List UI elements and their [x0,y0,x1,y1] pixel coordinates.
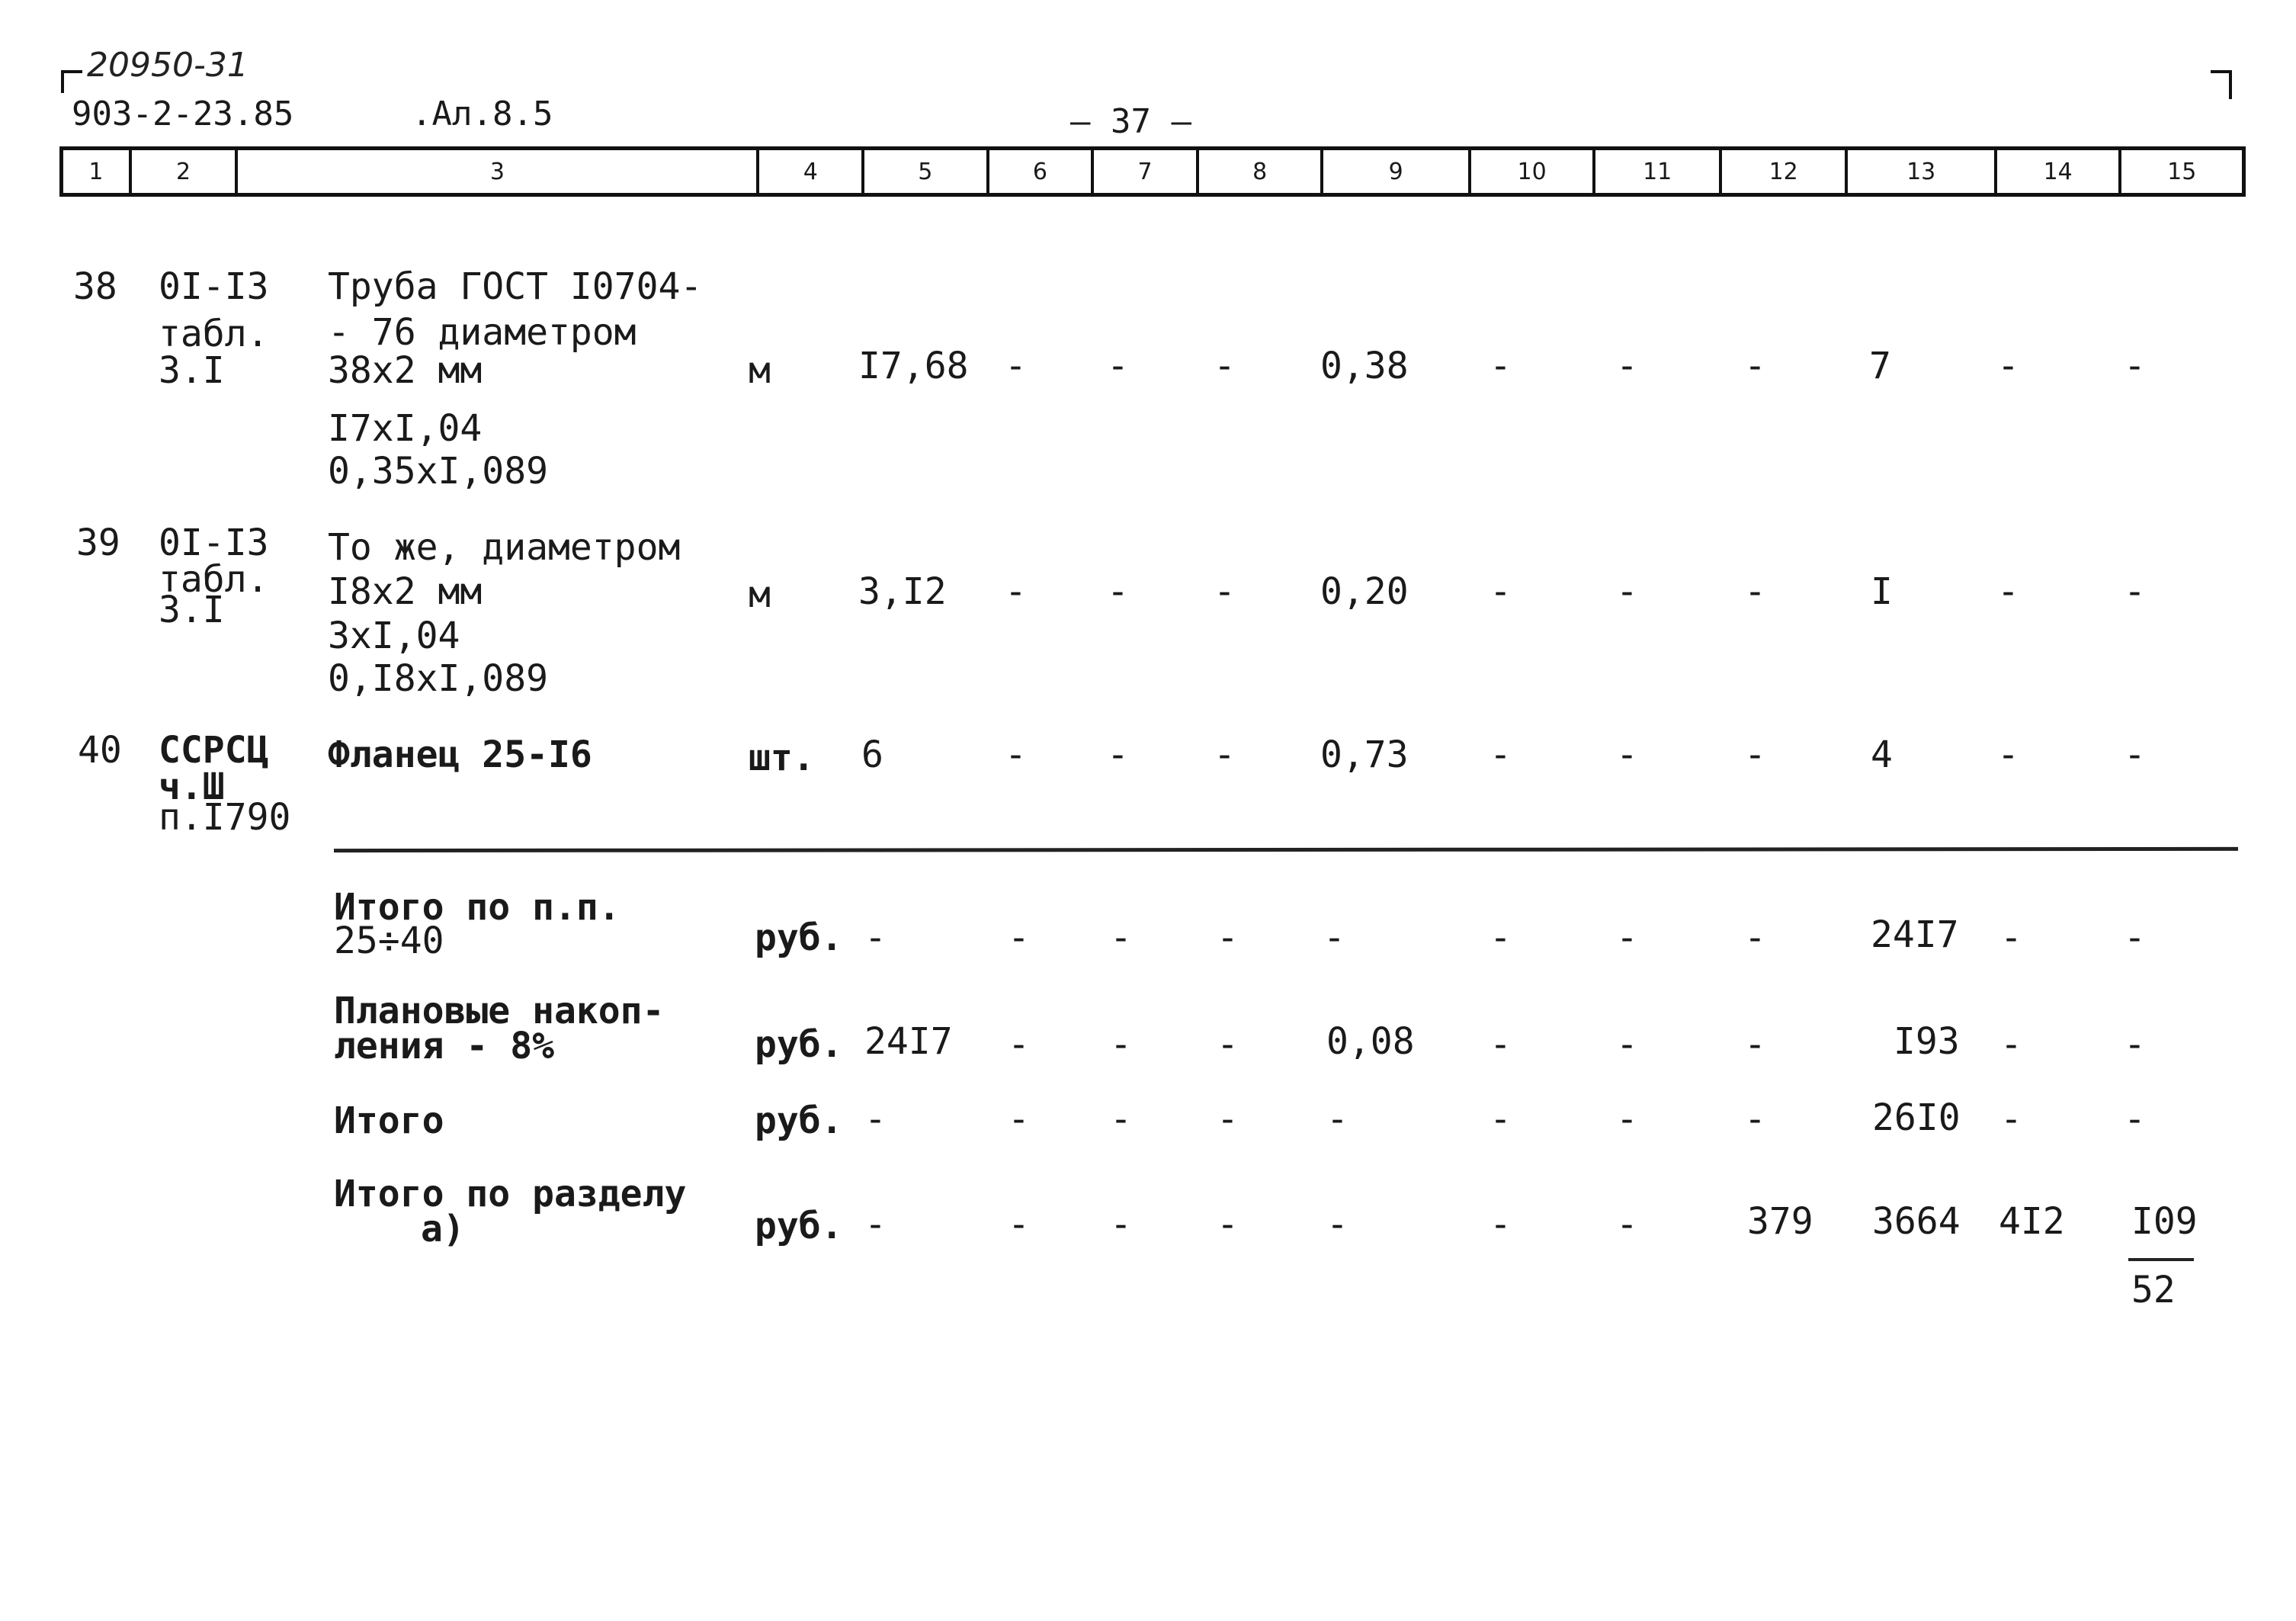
cell-col8: - [1214,570,1236,613]
cell-col14: - [2000,1098,2022,1141]
total-label: Итого по разделу [334,1173,687,1215]
row-number: 40 [78,729,122,772]
cell-col10: - [1490,916,1512,959]
column-number: 11 [1595,150,1722,193]
total-label: ления - 8% [334,1025,554,1067]
totals-separator-line [334,847,2238,852]
cell-col15: - [2124,570,2146,613]
row-description: 38х2 мм [328,349,483,392]
row-code: 3.I [159,589,225,631]
handwritten-doc-id: 20950-31 [87,46,249,85]
row-code: п.I790 [159,796,291,839]
cell-col9: - [1326,1203,1348,1246]
project-code: 903-2-23.85 [72,95,294,133]
column-number: 10 [1471,150,1596,193]
total-label: Итого [334,1099,444,1142]
cell-col8: - [1217,916,1239,959]
cell-col7: - [1110,1098,1132,1141]
cell-col15: - [2124,733,2146,776]
row-code: 0I-I3 [159,522,269,564]
cell-col9: - [1326,1098,1348,1141]
cell-col15-numerator: I09 [2131,1200,2198,1243]
column-number: 13 [1848,150,1996,193]
cell-col8: - [1217,1023,1239,1066]
cell-col13: 4 [1871,733,1893,776]
cell-col5: 6 [861,733,883,776]
cell-col8: - [1217,1203,1239,1246]
cell-col7: - [1110,1023,1132,1066]
page-number: — 37 — [1070,102,1191,141]
row-calculation: I7хI,04 [328,407,483,450]
cell-col7: - [1107,733,1129,776]
cell-unit: м [749,349,771,392]
row-calculation: 0,35хI,089 [328,450,548,493]
cell-col13: 24I7 [1871,913,1959,956]
total-label: Итого по п.п. [334,886,620,929]
cell-col13: 7 [1869,345,1891,387]
row-description: I8х2 мм [328,570,483,613]
cell-col10: - [1490,1023,1512,1066]
cell-col5: 3,I2 [858,570,947,613]
cell-col14: - [2000,1023,2022,1066]
cell-col11: - [1616,1203,1638,1246]
cell-col15-denominator: 52 [2131,1269,2176,1311]
row-description: 3хI,04 [328,615,460,657]
cell-col12: - [1744,1098,1766,1141]
row-description: То же, диаметром [328,526,681,569]
sheet-reference: .Ал.8.5 [412,95,553,133]
row-code: табл. [159,558,269,601]
cell-col11: - [1616,570,1638,613]
cell-col7: - [1110,1203,1132,1246]
column-number: 7 [1094,150,1199,193]
cell-col11: - [1616,345,1638,387]
cell-col6: - [1005,570,1027,613]
row-description: Труба ГОСТ I0704- [328,265,703,308]
total-label: Плановые накоп- [334,990,665,1032]
cell-col5: - [864,1203,887,1246]
cell-col5: - [864,916,887,959]
column-number: 3 [238,150,759,193]
cell-col6: - [1005,733,1027,776]
cell-col14: - [1997,570,2019,613]
row-code: ССРСЦ [159,729,269,772]
cell-col13: I93 [1894,1020,1960,1063]
column-number: 15 [2167,158,2197,185]
column-number: 6 [989,150,1095,193]
cell-col9: 0,20 [1320,570,1409,613]
corner-mark-top-right [2211,70,2232,99]
cell-col11: - [1616,1098,1638,1141]
cell-col12: - [1744,1023,1766,1066]
cell-col11: - [1616,916,1638,959]
fraction-line [2128,1258,2194,1261]
cell-col7: - [1107,345,1129,387]
cell-col7: - [1107,570,1129,613]
column-number: 8 [1199,150,1324,193]
row-code: табл. [159,313,269,355]
column-number: 4 [759,150,864,193]
cell-col5: 24I7 [864,1020,953,1063]
cell-unit: руб. [755,1099,843,1142]
row-code: ч.Ш [159,766,225,808]
corner-mark-top-left [61,70,82,93]
cell-col14: 4I2 [1999,1200,2065,1243]
cell-col6: - [1008,1098,1030,1141]
cell-col8: - [1214,733,1236,776]
cell-unit: руб. [755,916,843,959]
cell-col8: - [1214,345,1236,387]
cell-unit: руб. [755,1205,843,1247]
cell-col6: - [1008,1203,1030,1246]
cell-unit: руб. [755,1023,843,1066]
total-label: а) [421,1208,465,1250]
row-description: 0,I8хI,089 [328,657,548,700]
cell-col12: - [1744,345,1766,387]
cell-col10: - [1490,570,1512,613]
column-number: 9 [1323,150,1470,193]
cell-col9: 0,08 [1326,1020,1415,1063]
cell-col14: - [1997,733,2019,776]
column-number: 2 [132,150,239,193]
cell-col9: - [1323,916,1345,959]
cell-col12: - [1744,916,1766,959]
cell-col12: 379 [1747,1200,1813,1243]
cell-col12: - [1744,733,1766,776]
row-code: 3.I [159,349,225,392]
column-number: 14 [1997,150,2122,193]
cell-col15: - [2124,1023,2146,1066]
total-label: 25÷40 [334,920,444,962]
cell-col5: - [864,1098,887,1141]
cell-col11: - [1616,733,1638,776]
cell-col11: - [1616,1023,1638,1066]
cell-col15: - [2124,916,2146,959]
cell-col13: 26I0 [1872,1096,1961,1139]
row-code: 0I-I3 [159,265,269,308]
column-number: 12 [1722,150,1849,193]
cell-col10: - [1490,345,1512,387]
cell-unit: шт. [749,737,815,779]
row-description: Фланец 25-I6 [328,733,592,776]
column-number: 5 [864,150,989,193]
cell-col14: - [1997,345,2019,387]
row-description: - 76 диаметром [328,311,637,354]
cell-col8: - [1217,1098,1239,1141]
cell-col12: - [1744,570,1766,613]
row-number: 38 [73,265,117,308]
cell-col10: - [1490,733,1512,776]
cell-col14: - [2000,916,2022,959]
column-number: 1 [63,150,132,193]
cell-col6: - [1008,916,1030,959]
cell-col10: - [1490,1098,1512,1141]
cell-col13: 3664 [1872,1200,1961,1243]
cell-col15: - [2124,345,2146,387]
cell-unit: м [749,573,771,616]
cell-col10: - [1490,1203,1512,1246]
cell-col9: 0,73 [1320,733,1409,776]
cell-col6: - [1008,1023,1030,1066]
column-number-bar [59,146,2246,197]
cell-col9: 0,38 [1320,345,1409,387]
cell-col13: I [1871,570,1893,613]
cell-col7: - [1110,916,1132,959]
cell-col5: I7,68 [858,345,969,387]
cell-col6: - [1005,345,1027,387]
row-number: 39 [76,522,120,564]
cell-col15: - [2124,1098,2146,1141]
